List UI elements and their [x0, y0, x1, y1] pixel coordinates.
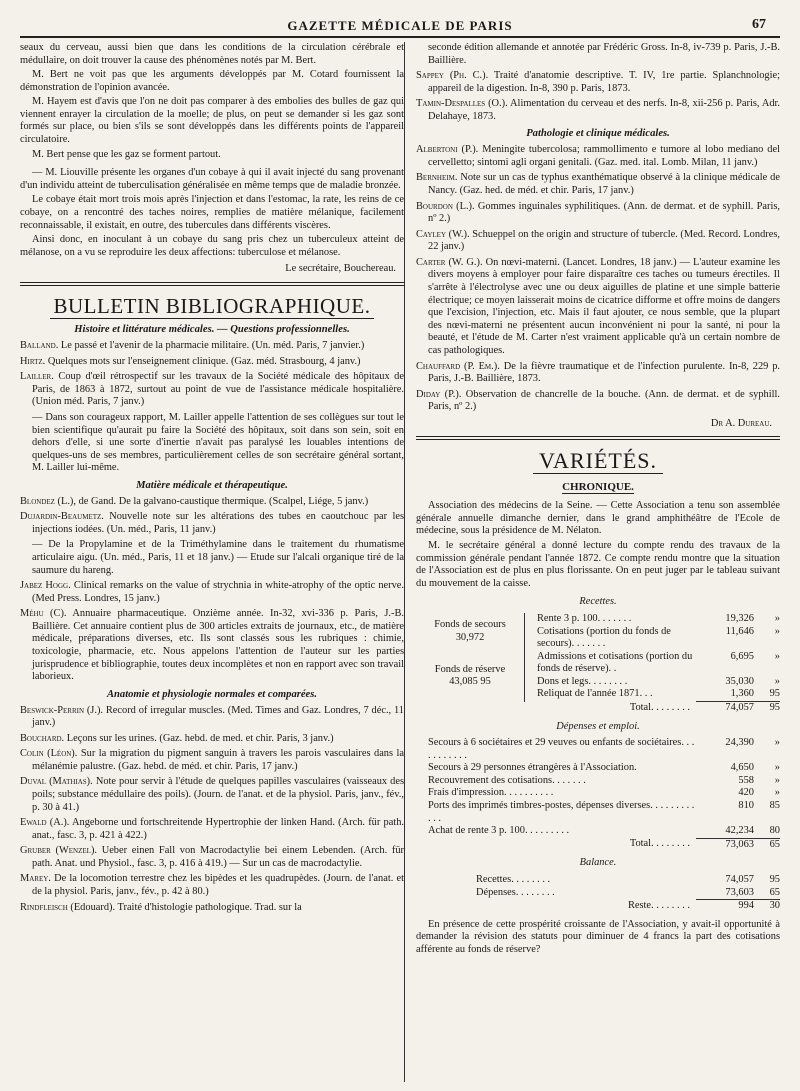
section-title-text: VARIÉTÉS. [533, 448, 663, 474]
left-column [20, 42, 404, 1082]
total-label: Total. . . . . . . . [629, 701, 690, 713]
entry-author: Bouchard. [20, 732, 65, 744]
entry-author: Duval (Mathias). [20, 776, 93, 788]
journal-title: GAZETTE MÉDICALE DE PARIS [287, 18, 513, 33]
biblio-entry [20, 776, 404, 814]
entry-text: Note pour servir à l'étude de quelques papilles vasculaires (vaisseaux des poils; substance médullaire des poils). (Journ. de l'anat. et de la physiol. Paris, janv., fév., p. 30 à 41.) [32, 776, 404, 813]
group-amount: 43,085 95 [449, 676, 491, 688]
group-label [416, 613, 525, 651]
entry-text: Alimentation du cerveau et des nerfs. In-8, xii-256 p. Paris, Adr. Delahaye, 1873. [428, 98, 780, 122]
biblio-entry [416, 229, 780, 254]
total-row [416, 900, 780, 913]
biblio-entry [20, 340, 404, 353]
row-amount: 24,390 [725, 737, 754, 749]
entry-author: Bourdon (L.). [416, 200, 475, 212]
entry-author: Méhu (C). [20, 608, 67, 620]
row-cents: » [774, 737, 780, 749]
group-name: Fonds de secours [434, 619, 506, 631]
row-label: Rente 3 p. 100. . . . . . . [537, 612, 632, 624]
row-cents: 95 [769, 688, 780, 700]
table-row [416, 887, 780, 900]
entry-text: Leçons sur les urines. (Gaz. hebd. de med. et chir. Paris, 3 janv.) [66, 732, 334, 744]
row-label: Achat de rente 3 p. 100. . . . . . . . . [428, 825, 570, 837]
biblio-entry [20, 356, 404, 369]
row-label: Admissions et cotisations (portion du fonds de réserve). . [537, 650, 693, 675]
recettes-table [416, 613, 780, 715]
entry-text: Nouvelle note sur les altérations des tubes en caoutchouc par les injections iodées. (Un. méd., Paris, 11 janv.) [32, 511, 404, 535]
depenses-table [416, 737, 780, 851]
table-heading: Balance. [579, 857, 617, 869]
row-cents: 80 [769, 825, 780, 837]
table-row [416, 874, 780, 887]
biblio-entry [416, 144, 780, 169]
biblio-entry [20, 873, 404, 898]
entry-author: Bernheim. [416, 172, 458, 184]
entry-text: Meningite tubercolosa; rammollimento e tumore al lobo mediano del cervelletto; sintomi agli organi genitali. (Gaz. med. ital. Lomb. Milan, 11 janv.) [428, 144, 780, 168]
row-label: Recouvrement des cotisations. . . . . . . [428, 774, 586, 786]
total-cents: 95 [758, 702, 780, 715]
group-amount: 30,972 [455, 631, 485, 643]
section-title [20, 294, 404, 319]
biblio-entry [416, 361, 780, 386]
row-amount: 4,650 [730, 762, 754, 774]
total-amount: 994 [696, 900, 758, 913]
row-cents: 95 [769, 873, 780, 885]
biblio-entry [20, 496, 404, 509]
table-row [416, 787, 780, 800]
paragraph: seaux du cerveau, aussi bien que dans les conditions de la circulation cérébrale et médullaire, on doit trouver la cause des phénomènes notés par M. Bert. [20, 42, 404, 66]
row-cents: » [774, 787, 780, 799]
entry-continuation: — De la Propylamine et de la Triméthylamine dans le traitement du rhumatisme articulaire aigu. (Un. méd., Paris, 11 et 18 janv.) — Etude sur l'alcali organique tiré de la saumure du hareng. [32, 539, 404, 576]
entry-author: Tamin-Despalles (O.). [416, 98, 508, 110]
group-name: Fonds de réserve [434, 663, 506, 675]
right-column [416, 42, 780, 1082]
biblio-entry [20, 902, 404, 915]
table-heading: Dépenses et emploi. [556, 720, 640, 732]
entry-author: Ewald (A.). [20, 817, 70, 829]
row-cents: 85 [769, 800, 780, 812]
entry-author: Carter (W. G.). [416, 256, 483, 268]
entry-text: Annuaire pharmaceutique. Onzième année. In-32, xvi-336 p. Paris, J.-B. Baillière. Cet annuaire contient plus de 300 articles extraits de journaux, etc., de matière médicale, préparations diverses, etc. Ils sont classés sous les rubriques : chimie, toxicologie, pharmacie, etc. Nous appelons l'attention de l'auteur sur les parties jurisprudence et bibliographie, toutes deux incomplètes et non en rapport avec son travail laborieux. [32, 608, 404, 683]
biblio-entry [20, 371, 404, 409]
brace [525, 613, 536, 651]
row-cents: » [774, 612, 780, 624]
section-rule [416, 436, 780, 440]
row-amount: 35,030 [725, 675, 754, 687]
biblio-entry [416, 98, 780, 123]
entry-author: Rindfleisch [20, 901, 68, 913]
row-label: Ports des imprimés timbres-postes, dépenses diverses. . . . . . . . . . . . [428, 800, 695, 824]
total-amount: 73,063 [696, 838, 758, 851]
entry-text: de Gand. De la galvano-caustique thermique. (Scalpel, Liége, 5 janv.) [78, 495, 369, 507]
biblio-entry [416, 389, 780, 414]
entry-author: Cayley (W.). [416, 228, 470, 240]
entry-author: Beswick-Perrin (J.). [20, 704, 104, 716]
row-label: Dons et legs. . . . . . . . [537, 675, 628, 687]
entry-text: Record of irregular muscles. (Med. Times and Gaz. Londres, 7 déc., 11 janv.) [32, 704, 404, 729]
entry-text: Sur la migration du pigment sanguin à travers les parois vasculaires dans la mélanémie palustre. (Gaz. hebd. de méd. et chir. Paris, 17 janv.) [32, 748, 404, 772]
row-amount: 810 [738, 800, 754, 812]
paragraph: Association des médecins de la Seine. — Cette Association a tenu son assemblée générale annuelle dimanche dernier, dans le grand amphithéâtre de l'Ecole de médecine, sous la présidence de M. Nélaton. [416, 500, 780, 537]
entry-text: (Edouard). Traité d'histologie pathologique. Trad. sur la [70, 901, 302, 913]
entry-continuation: seconde édition allemande et annotée par Frédéric Gross. In-8, iv-739 p. Paris, J.-B. Baillière. [428, 42, 780, 66]
entry-author: Hirtz. [20, 355, 46, 367]
row-label: Frais d'impression. . . . . . . . . . [428, 787, 554, 799]
group-label [416, 651, 525, 702]
subsection-title [416, 481, 780, 494]
entry-author: Blondez (L.), [20, 495, 76, 507]
subsection-heading: Pathologie et clinique médicales. [526, 128, 670, 140]
biblio-entry [20, 580, 404, 605]
row-label: Cotisations (portion du fonds de secours). . . . . . . [537, 625, 671, 650]
row-amount: 11,646 [725, 625, 754, 637]
section-title-text: BULLETIN BIBLIOGRAPHIQUE. [50, 294, 375, 319]
biblio-entry [416, 172, 780, 197]
total-row [416, 838, 780, 851]
total-label: Total. . . . . . . . [629, 838, 690, 850]
entry-text: De la fièvre traumatique et de l'infection purulente. In-8, 229 p. Paris, J.-B. Baillière, 1873. [428, 360, 780, 385]
biblio-entry [20, 511, 404, 536]
biblio-entry [20, 705, 404, 730]
table-row [416, 800, 780, 825]
biblio-entry [20, 845, 404, 870]
total-amount: 74,057 [696, 702, 758, 715]
entry-text: Gommes inguinales syphilitiques. (Ann. de dermat. et de syphill. Paris, nº 2.) [428, 200, 780, 225]
biblio-entry [416, 201, 780, 226]
paragraph: Le cobaye était mort trois mois après l'injection et dans l'estomac, la rate, les reins de ce cobaye, on a rencontré des taches noires, remplies de matière mélanique, facilement reconnaissable, il existait, en outre, des tubercules dans différents viscères. [20, 194, 404, 231]
row-amount: 558 [738, 774, 754, 786]
balance-table [416, 874, 780, 913]
table-row [416, 737, 780, 762]
subsection-title-text: CHRONIQUE. [562, 481, 634, 494]
paragraph: M. le secrétaire général a donné lecture du compte rendu des travaux de la commission générale pendant l'année 1872. Ce compte rendu montre que la situation de l'Association est de plus en plus florissante. On en peut juger par le tableau suivant du mouvement de la caisse. [416, 540, 780, 589]
row-amount: 42,234 [725, 825, 754, 837]
row-cents: » [774, 675, 780, 687]
entry-author: Gruber (Wenzel). [20, 845, 97, 857]
row-cents: » [774, 762, 780, 774]
biblio-entry [20, 608, 404, 683]
row-cents: » [774, 625, 780, 637]
paragraph: M. Bert pense que les gaz se forment partout. [32, 148, 221, 160]
section-title [416, 448, 780, 475]
entry-text: Ueber einen Fall von Macrodactylie bei einem Lebenden. (Arch. für path. Anat. und Physiol., fasc. 3, p. 416 à 419.) — Sur un cas de macrodactylie. [32, 845, 404, 869]
row-label: Dépenses. . . . . . . . [476, 886, 555, 898]
biblio-entry [20, 733, 404, 746]
entry-text: Clinical remarks on the value of strychnia in white-atrophy of the optic nerve. (Med Press. Londres, 15 janv.) [32, 580, 404, 604]
entry-text: Angeborne und fortschreitende Hypertrophie der linken Hand. (Arch. für path. anat., fasc. 3, p. 421 à 422.) [32, 817, 404, 841]
table-row [416, 775, 780, 788]
row-label: Secours à 29 personnes étrangères à l'Association. [428, 762, 637, 774]
column-divider [404, 42, 405, 1082]
row-label: Recettes. . . . . . . . [476, 873, 551, 885]
row-amount: 74,057 [725, 873, 754, 885]
entry-author: Sappey (Ph. C.). [416, 70, 489, 82]
entry-text: Observation de chancrelle de la bouche. (Ann. de dermat. et de syphill. Paris, nº 2.) [428, 388, 780, 413]
row-amount: 6,695 [730, 650, 754, 662]
row-label: Secours à 6 sociétaires et 29 veuves ou enfants de sociétaires. . . . . . . . . . . [428, 737, 695, 761]
row-amount: 73,603 [725, 886, 754, 898]
entry-author: Jabez Hogg. [20, 580, 71, 592]
row-amount: 420 [738, 787, 754, 799]
table-row [416, 613, 780, 626]
total-row [416, 702, 780, 715]
entry-author: Albertoni (P.). [416, 144, 479, 156]
section-rule [20, 282, 404, 286]
row-amount: 1,360 [730, 688, 754, 700]
biblio-entry [20, 748, 404, 773]
entry-text: Traité d'anatomie descriptive. T. IV, 1re partie. Splanchnologie; appareil de la digestion. In-8, 390 p. Paris, 1873. [428, 70, 780, 94]
brace [525, 651, 536, 702]
row-amount: 19,326 [725, 612, 754, 624]
paragraph: — M. Liouville présente les organes d'un cobaye à qui il avait injecté du sang provenant d'un individu atteint de tuberculisation généralisée en même temps que de maladie bronzée. [20, 167, 404, 191]
entry-text: Quelques mots sur l'enseignement clinique. (Gaz. méd. Strasbourg, 4 janv.) [47, 355, 361, 367]
paragraph: M. Hayem est d'avis que l'on ne doit pas comparer à des embolies des bulles de gaz qui viennent enrayer la circulation de la moelle; de plus, on peut se demander si les gaz sont formés sur place, ou bien s'ils se sont développés dans les différents points de l'appareil circulatoire. [20, 96, 404, 146]
page-number: 67 [752, 17, 766, 32]
entry-author: Chauffard (P. Em.). [416, 360, 500, 372]
row-cents: » [774, 774, 780, 786]
page-header [20, 8, 780, 38]
paragraph: Ainsi donc, en inoculant à un cobaye du sang pris chez un tuberculeux atteint de mélanose, on a vu se reproduire les deux affections: tuberculose et mélanose. [20, 234, 404, 258]
table-row [416, 762, 780, 775]
total-cents: 30 [758, 900, 780, 913]
table-heading: Recettes. [579, 596, 617, 608]
subsection-heading: Anatomie et physiologie normales et comparées. [106, 688, 318, 700]
table-row [416, 825, 780, 838]
entry-text: Coup d'œil rétrospectif sur les travaux de la Société médicale des hôpitaux de Paris, de 1863 à 1872, surtout au point de vue de l'assistance médicale hospitalière. (Union méd. Paris, 7 janv.) [32, 371, 404, 408]
table-row [416, 651, 780, 676]
entry-text: Schueppel on the origin and structure of tubercle. (Med. Record. Londres, 22 janv.) [428, 228, 780, 253]
entry-author: Diday (P.). [416, 388, 462, 400]
entry-author: Colin (Léon). [20, 748, 78, 760]
entry-text: On nœvi-materni. (Lancet. Londres, 18 janv.) — L'auteur examine les divers moyens à employer pour faire disparaître ces taches ou tumeurs érectiles. Il s'arrête à l'électrolyse avec une ou deux aiguilles de platine et une simple batterie électrique; ce moyen laisserait moins de cicatrice difforme et offre moins de dangers que l'excision, l'injection, etc. Mais il faut ajouter, ce nous semble, que la plupart des nœvi-materni ne présentent aucun inconvénient ni pour la santé, ni pour la beauté, et l'étude de M. Carter n'est vraiment applicable qu'à un certain nombre de cas pathologiques. [428, 256, 780, 356]
total-label: Reste. . . . . . . . [627, 899, 690, 911]
entry-author: Marey. [20, 873, 51, 885]
row-label: Reliquat de l'année 1871. . . [537, 688, 653, 700]
entry-author: Lailler. [20, 371, 54, 383]
biblio-entry [20, 817, 404, 842]
biblio-entry [416, 70, 780, 95]
entry-continuation: — Dans son courageux rapport, M. Lailler appelle l'attention de ses collègues sur tout le bien scientifique qu'aurait pu faire la Société des hôpitaux, soit dans son sein, soit en dehors d'elle, si une sorte d'inertie n'avait pas paralysé les louables intentions de quelques-uns de ses membres, particulièrement celles de son secrétaire général sortant, M. Lailler lui-même. [32, 411, 404, 474]
paragraph: M. Bert ne voit pas que les arguments développés par M. Cotard fournissent la démonstration de l'opinion avancée. [20, 69, 404, 93]
entry-text: De la locomotion terrestre chez les bipèdes et les quadrupèdes. (Journ. de l'anat. et de la physiol. Paris, janv., fév., p. 42 à 80.) [32, 873, 404, 898]
entry-author: Balland. [20, 340, 59, 352]
entry-text: Note sur un cas de typhus exanthématique observé à la clinique médicale de Nancy. (Gaz. hed. de méd. et chir. Paris, 17 janv.) [428, 172, 780, 197]
row-cents: 65 [769, 886, 780, 898]
paragraph: En présence de cette prospérité croissante de l'Association, y avait-il opportunité à demander la révision des statuts pour diminuer de 4 francs la part des cotisations afférente au fonds de réserve? [416, 918, 780, 955]
biblio-entry [416, 257, 780, 358]
signature: Le secrétaire, Bouchereau. [285, 263, 396, 275]
signature: Dr A. Dureau. [710, 417, 772, 429]
entry-text: Le passé et l'avenir de la pharmacie militaire. (Un. méd. Paris, 7 janvier.) [60, 340, 365, 352]
row-cents: » [774, 650, 780, 662]
total-cents: 65 [758, 838, 780, 851]
subsection-heading: Matière médicale et thérapeutique. [136, 479, 288, 491]
entry-author: Dujardin-Beaumetz. [20, 511, 104, 523]
subsection-heading: Histoire et littérature médicales. — Questions professionnelles. [74, 324, 350, 336]
